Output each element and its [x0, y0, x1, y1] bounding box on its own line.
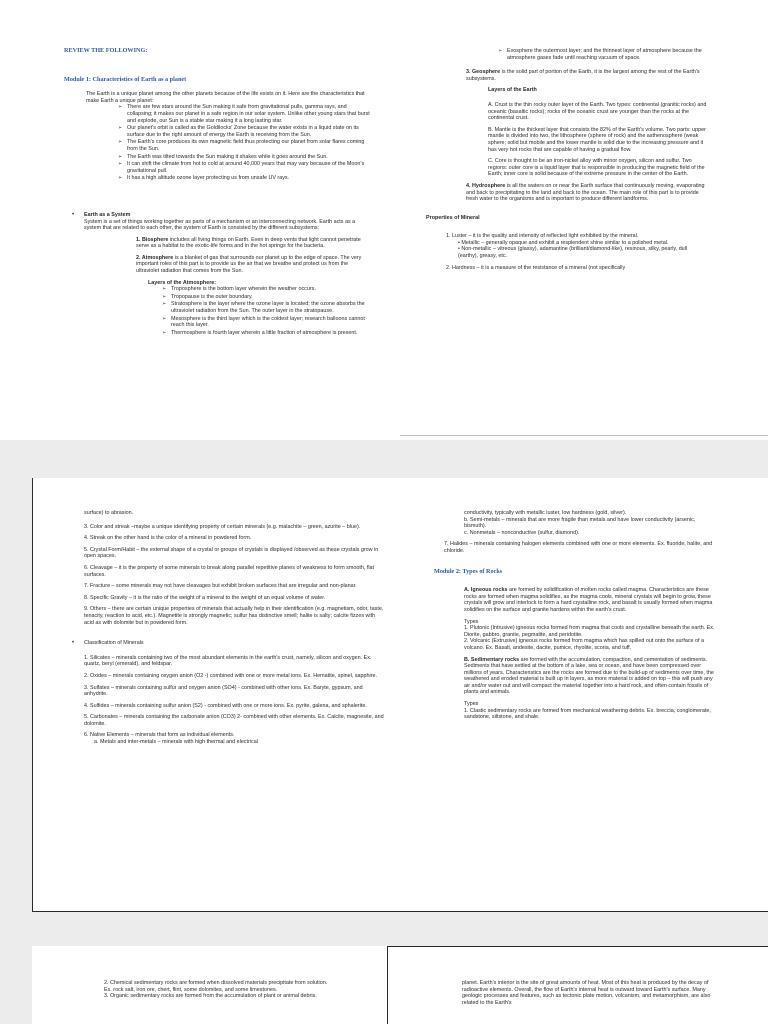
intro-text: The Earth is a unique planet among the other planets because of the life exists on it. Here are the characteristics that make Earth a unique planet: — [86, 91, 365, 104]
carbonates-text: 5. Carbonates – minerals containing the carbonate anion (CO3) 2- combined with other elements. Ex. Calcite, magnesite, and dolomite. — [84, 714, 384, 727]
unique-characteristics-list — [118, 104, 370, 182]
chemical-examples: Ex. rock salt, iron ore, chert, flint, some dolomites, and some limestones. — [104, 986, 278, 993]
chemical-sedimentary-text: 2. Chemical sedimentary rocks are formed when dissolved materials precipitate from solution. — [104, 980, 328, 986]
page-2-right-column — [434, 510, 718, 726]
halides-text: 7. Halides – minerals containing halogen elements combined with one or more elements. Ex. fluoride, halite, and chloride. — [444, 541, 713, 554]
luster-nonmetallic: • Non-metallic – vitreous (glassy), adamantine (brilliant/diamond-like), resinous, silky, pearly, dull (earthy), greasy, etc. — [458, 246, 688, 260]
oxides-text: 2. Oxides – minerals containing oxygen anion (O2 -) combined with one or more metal ions. Ex. Hematite, spinel, sapphire. — [84, 672, 378, 679]
page-1-left-column — [64, 48, 370, 340]
atmosphere-paragraph — [136, 255, 370, 275]
sedimentary-text: are formed with the accumulation, compaction, and cementation of sediments. Sediments that have settled at the bottom of a lake, sea or ocean, and have been compressed over millions of years. Characteristics are the rocks are formed due to the build-up of sediments over time, the weathered and eroded material is built up in layers, as more material is added on top – this will push any air and/or water out and will compact the material together into a hard rock, and often contain fossils of plants and animals. — [464, 656, 714, 696]
fracture-text: 7. Fracture – some minerals may not have cleavages but exhibit broken surfaces that are irregular and non-planar. — [84, 583, 357, 590]
internal-heat-text: planet. Earth's interior is the site of great amounts of heat. Most of this heat is produced by the decay of radioactive elements. Overall, the flow of Earth's internal heat is outward toward Earth's surface. Many geologic processes and features, such as tectonic plate motion, volcanism, and metamorphism, are also related to the Earth's — [462, 980, 711, 1006]
others-text: 9. Others – there are certain unique properties of minerals that actually help in their identification (e.g. magnetism, odor, taste, tenacity, reaction to acid, etc.). Magnetite is strongly magnetic; sulfur has distinctive smell; halite is salty; calcite fizzes with acid as with dolomite but in powdered form. — [84, 606, 384, 626]
page-3-left-column — [104, 980, 366, 1005]
list-item: ➢ It can shift the climate from hot to cold at around 40,000 years that may vary because of the Moon's gravitational pull. — [118, 161, 370, 174]
color-streak-text: 3. Color and streak –maybe a unique identifying property of certain minerals (e.g. malachite – green, azurite – blue). — [84, 523, 361, 530]
crust-text: A. Crust is the thin rocky outer layer of the Earth. Two types: continental (granitic rocks) and oceanic (basaltic rocks); rocks of the oceanic crust are younger than the rocks at the continental crust. — [488, 101, 707, 122]
luster-text: 1. Luster – it is the quality and intensity of reflected light exhibited by the mineral. — [446, 233, 639, 240]
biosphere-text: includes all living things on Earth. Even in deep vents that light cannot penetrate serve as a habitat to the exotic-life forms and in the hot springs for the bacteria. — [136, 236, 361, 250]
page-2-bottom-border — [32, 911, 768, 912]
conductivity-text: conductivity, typically with metallic luster, low hardness (gold, silver). — [464, 510, 627, 516]
list-item: ➢ Exosphere the outermost layer; and the thinnest layer of atmosphere because the atmosphere gases fade until reaching vacuum of space. — [498, 48, 708, 61]
properties-title: Properties of Mineral — [426, 214, 480, 221]
geosphere-paragraph — [426, 69, 708, 82]
plutonic-text: 1. Plutonic (Intrusive) igneous rocks formed from magma that cools and crystalline beneath the earth. Ex. Diorite, gabbro, granite, pegmatite, and peridotite. — [464, 625, 715, 638]
page-1-right-column — [426, 48, 708, 276]
specific-gravity-text: 8. Specific Gravity – it is the ratio of the weight of a mineral to the weight of an equal volume of water. — [84, 594, 326, 601]
earth-system-heading: Earth as a System — [84, 211, 131, 218]
hardness-text: 2. Hardness – it is a measure of the resistance of a mineral (not specifically — [446, 264, 626, 271]
clastic-text: 1. Clastic sedimentary rocks are formed from mechanical weathering debris. Ex. breccia, conglomerate, sandstone, siltstone, and shale. — [464, 707, 711, 721]
classification-heading: Classification of Minerals — [84, 640, 144, 647]
list-item: ➢ The Earth was tilted towards the Sun making it shakes while it goes around the Sun. — [118, 154, 370, 161]
luster-metallic: • Metallic – generally opaque and exhibit a resplendent shine similar to a polished metal. — [458, 239, 669, 246]
list-item: ➢ Stratosphere is the layer where the ozone layer is located; the ozone absorbs the ultraviolet radiation from the Sun. The outer layer in the stratopause. — [162, 301, 370, 314]
nonmetals-text: c. Nonmetals – nonconductive (sulfur, diamond). — [464, 529, 580, 536]
types-heading: Types — [464, 618, 479, 625]
list-item: ➢ The Earth's core produces its own magnetic field thus protecting our planet from solar flares coming from the Sun. — [118, 139, 370, 152]
list-item: ➢ Thermosphere is fourth layer wherein a little fraction of atmosphere is present. — [162, 330, 370, 337]
page-3-right-column — [462, 980, 720, 1011]
sulfides-text: 4. Sulfides – minerals containing sulfur anion (S2) - combined with one or more ions. Ex. pyrite, galena, and sphalerite. — [84, 702, 367, 709]
bullet-icon: • — [72, 211, 75, 218]
earth-layers-title: Layers of the Earth — [488, 87, 537, 94]
metals-text: a. Metals and inter-metals – minerals with high thermal and electrical — [94, 739, 258, 746]
volcanic-text: 2. Volcanic (Extrusive) igneous rocks formed from magma which has spilled out onto the surface of a volcano. Ex. Basalt, andesite, dacite, pumice, rhyolite, scoria, and tuff. — [464, 638, 704, 651]
page-3-right-left-border — [387, 946, 388, 1024]
sedimentary-paragraph — [464, 657, 718, 697]
types-heading-2: Types — [464, 701, 479, 708]
igneous-label: A. Igneous rocks — [464, 587, 508, 594]
page-3 — [32, 946, 768, 1024]
list-item: ➢ Mesosphere is the third layer which is the coldest layer; research balloons cannot reach this layer. — [162, 316, 370, 329]
atmosphere-text: is a blanket of gas that surrounds our planet up to the edge of space. The very important roles of this part is to provide us the air that we breathe and protect us from the ultraviolet radiation that comes from the Sun. — [136, 254, 362, 275]
page-2 — [32, 478, 768, 912]
list-item: ➢ It has a high altitude ozone layer protecting us from unsafe UV rays. — [118, 175, 370, 182]
atmosphere-layers-list — [162, 286, 370, 336]
biosphere-paragraph — [136, 237, 370, 250]
page-2-left-border — [32, 478, 33, 912]
organic-sedimentary-text: 3. Organic sedimentary rocks are formed from the accumulation of plant or animal debris. — [104, 993, 317, 1000]
atmosphere-layers-title: Layers of the Atmosphere: — [148, 279, 217, 286]
crystal-form-text: 5. Crystal Form/Habit – the external shape of a crystal or groups of crystals is displayed /observed as these crystals grow in open spaces. — [84, 546, 379, 560]
igneous-paragraph — [464, 587, 718, 613]
hydrosphere-label: 4. Hydrosphere — [466, 182, 506, 189]
page-3-right-top-border — [387, 946, 768, 947]
review-header: REVIEW THE FOLLOWING: — [64, 47, 148, 54]
page-1 — [0, 0, 768, 440]
geosphere-label: 3. Geosphere — [466, 69, 501, 76]
hydrosphere-text: is all the waters on or near the Earth surface that continuously moving, evaporating and back to precipitating to the land and back to the ocean. The main role of this part is to provide fresh water to the organisms and is important to produce different landforms. — [466, 182, 705, 203]
igneous-text: are formed by solidification of molten rocks called magma. Characteristics are these rocks are formed when magma solidifies, as the magma cools, mineral crystals will begin to grow, these crystals will grow and interlock to form a hard crystalline rock, and basalt is usually formed when magma solidifies on the surface and granite hardens within the earth's crust. — [464, 587, 713, 613]
list-item: ➢ Our planet's orbit is called as the Goldilocks' Zone because the water exists in a liquid state on its surface due to the right amount of energy the Earth is receiving from the Sun. — [118, 125, 370, 138]
silicates-text: 1. Silicates – minerals containing two of the most abundant elements in the earth's crust, namely, silicon and oxygen. Ex. quartz, beryl (emerald), and feldspar. — [84, 654, 372, 668]
module-2-title: Module 2: Types of Rocks — [434, 567, 503, 575]
bullet-icon: • — [72, 640, 75, 647]
mantle-text: B. Mantle is the thickest layer that consists the 82% of the Earth's volume. Two parts: upper mantle is divided into two, the lithosphere (sphere of rock) and the asthenosphere (weak sphere; solid but mobile and the lower mantle is solid due to the increasing pressure and it has very hot rocks that are capable of having a gradual flow. — [488, 126, 706, 153]
sulfates-text: 3. Sulfates – minerals containing sulfur and oxygen anion (SO4) - combined with other ions. Ex. Baryte, gypsum, and anhydrite. — [84, 684, 363, 698]
streak-text: 4. Streak on the other hand is the color of a mineral in powdered form. — [84, 535, 252, 542]
abrasion-text: surface) to abrasion. — [84, 510, 134, 516]
list-item: ➢ Troposphere is the bottom layer wherein the weather occurs. — [162, 286, 370, 293]
page-1-divider — [400, 435, 768, 436]
native-elements-text: 6. Native Elements – minerals that form as individual elements. — [84, 732, 235, 739]
list-item: ➢ Tropopause is the outer boundary. — [162, 294, 370, 301]
earth-system-text: System is a set of things working together as parts of a mechanism or an interconnecting network. Earth acts as a system that are related to each other, the system of Earth is consisted by the different subsystems: — [84, 218, 356, 232]
atmosphere-label: 2. Atmosphere — [136, 254, 174, 261]
geosphere-text: is the solid part of portion of the Earth, it is the largest among the rest of the Earth's subsystems. — [466, 69, 700, 82]
core-text: C. Core is thought to be an iron-nickel alloy with minor oxygen, silicon and sulfur. Two regions: outer core is a liquid layer that is responsible in producing the magnetic field of the Earth; inner core is solid because of the extreme pressure in the center of the Earth. — [488, 158, 705, 178]
exosphere-list — [498, 48, 708, 61]
biosphere-label: 1. Biosphere — [136, 236, 169, 243]
page-2-left-column — [72, 510, 386, 751]
module-1-title: Module 1: Characteristics of Earth as a planet — [64, 75, 187, 83]
cleavage-text: 6. Cleavage – it is the property of some minerals to break along parallel repetitive planes of weakness to form smooth, flat surfaces. — [84, 564, 375, 578]
sedimentary-label: B. Sedimentary rocks — [464, 656, 520, 663]
hydrosphere-paragraph — [426, 183, 708, 203]
semimetals-text: b. Semi-metals – minerals that are more fragile than metals and have lower conductivity (arsenic, bismuth). — [464, 516, 696, 530]
list-item: ➢ There are few stars around the Sun making it safe from gravitational pulls, gamma rays, and collapsing; it makes our planet in a safe region in our solar system. Unlike other young stars that burst and explode, our Sun is a stable star making it a long lasting star. — [118, 104, 370, 124]
